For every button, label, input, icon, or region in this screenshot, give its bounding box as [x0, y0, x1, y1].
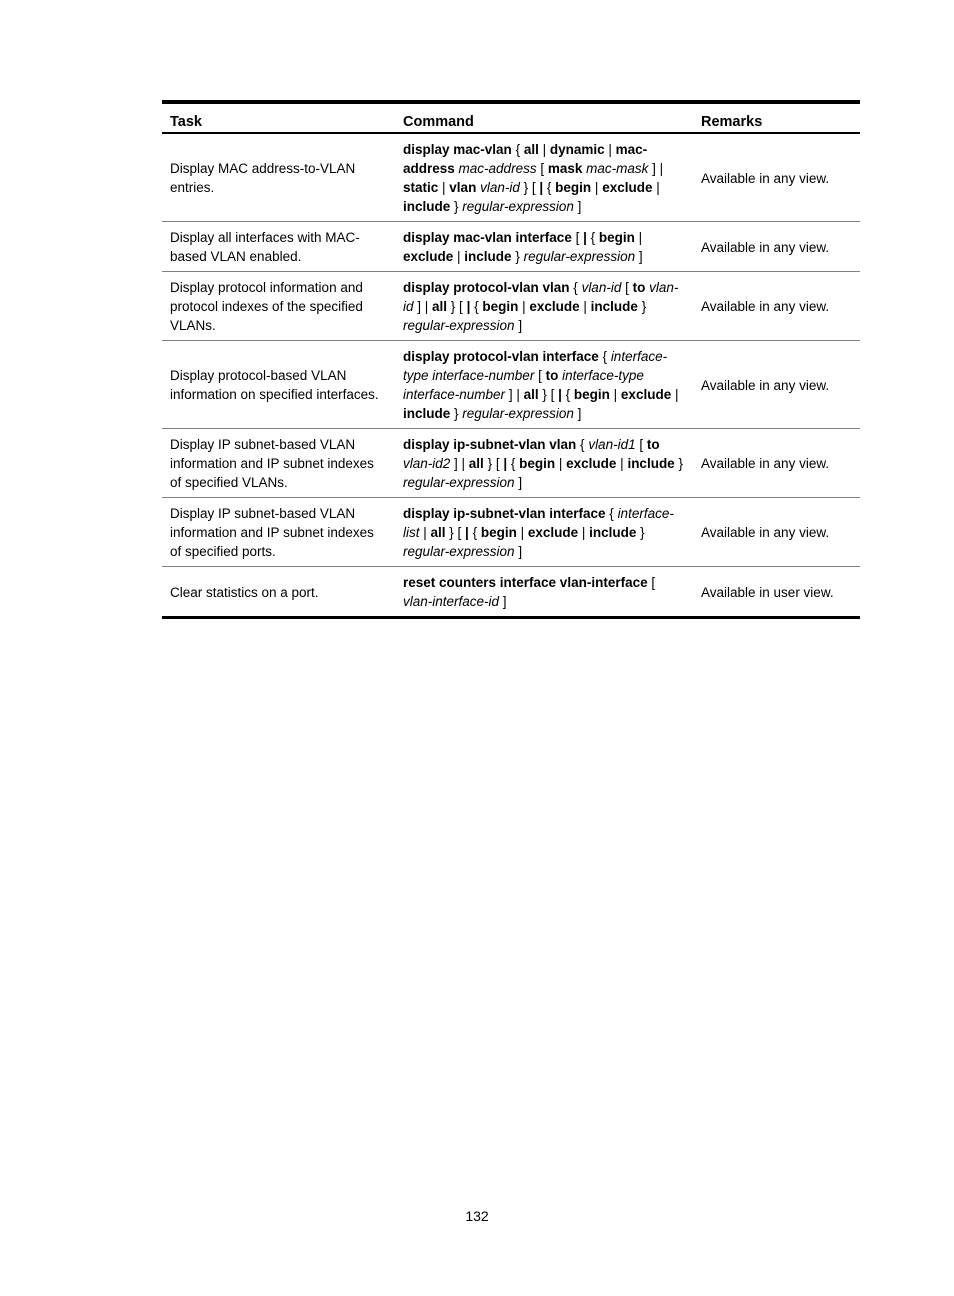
command-syntax: { — [511, 142, 524, 157]
command-syntax: { — [598, 349, 611, 364]
command-syntax: | — [419, 525, 431, 540]
command-syntax: } [ — [445, 525, 466, 540]
command-syntax: | — [634, 230, 643, 245]
command-argument: regular-expression — [462, 199, 574, 214]
command-keyword: all — [430, 525, 446, 540]
command-keyword: begin — [482, 299, 519, 314]
command-syntax: | — [591, 180, 603, 195]
command-keyword: begin — [598, 230, 635, 245]
command-syntax: } [ — [519, 180, 540, 195]
command-argument: vlan-id — [581, 280, 622, 295]
table-row — [162, 567, 860, 618]
command-keyword: exclude — [602, 180, 653, 195]
command-syntax: ] — [499, 594, 507, 609]
command-syntax: { — [468, 525, 481, 540]
command-keyword: display mac-vlan interface — [403, 230, 572, 245]
command-syntax: ] | — [450, 456, 469, 471]
command-syntax: ] — [514, 318, 523, 333]
command-cell — [395, 498, 693, 567]
command-syntax: ] | — [505, 387, 524, 402]
command-syntax: } — [450, 199, 463, 214]
command-argument: mac-mask — [586, 161, 649, 176]
command-argument: mac-address — [458, 161, 537, 176]
command-keyword: reset counters interface vlan-interface — [403, 575, 648, 590]
table-row — [162, 498, 860, 567]
command-keyword: to — [545, 368, 559, 383]
task-cell: Clear statistics on a port. — [170, 584, 319, 600]
command-cell — [395, 222, 693, 272]
header-task: Task — [162, 102, 395, 133]
command-argument: interface-type interface-number — [403, 368, 644, 402]
command-keyword: mask — [547, 161, 583, 176]
command-syntax: ] — [573, 199, 582, 214]
command-keyword: include — [627, 456, 675, 471]
command-syntax: | — [555, 456, 567, 471]
command-argument: regular-expression — [523, 249, 636, 264]
command-keyword: begin — [573, 387, 610, 402]
remarks-cell: Available in any view. — [693, 498, 860, 567]
command-argument: vlan-id1 — [588, 437, 636, 452]
command-keyword: display ip-subnet-vlan interface — [403, 506, 606, 521]
remarks-cell: Available in any view. — [693, 429, 860, 498]
command-syntax: } — [511, 249, 524, 264]
command-syntax: | — [671, 387, 679, 402]
command-cell — [395, 272, 693, 341]
command-argument: regular-expression — [403, 544, 515, 559]
command-syntax: } [ — [483, 456, 504, 471]
remarks-cell: Available in any view. — [693, 272, 860, 341]
command-syntax: | — [516, 525, 528, 540]
command-syntax: } — [450, 406, 463, 421]
command-keyword: | — [465, 525, 469, 540]
command-keyword: include — [464, 249, 512, 264]
command-keyword: include — [589, 525, 637, 540]
remarks-cell: Available in any view. — [693, 222, 860, 272]
command-keyword: display ip-subnet-vlan vlan — [403, 437, 577, 452]
command-keyword: begin — [519, 456, 556, 471]
command-syntax: { — [576, 437, 589, 452]
command-syntax: | — [609, 387, 621, 402]
remarks-cell: Available in any view. — [693, 341, 860, 429]
command-keyword: include — [403, 406, 451, 421]
command-syntax: | — [438, 180, 450, 195]
page-number: 132 — [465, 1208, 489, 1224]
command-syntax: ] — [635, 249, 643, 264]
command-argument: interface-type interface-number — [403, 349, 668, 383]
header-remarks: Remarks — [693, 102, 860, 133]
command-syntax: { — [569, 280, 582, 295]
command-keyword: display protocol-vlan interface — [403, 349, 599, 364]
command-table — [162, 100, 860, 619]
command-keyword: begin — [555, 180, 592, 195]
table-row — [162, 133, 860, 222]
table-row — [162, 222, 860, 272]
command-keyword: static — [403, 180, 439, 195]
remarks-cell: Available in any view. — [693, 133, 860, 222]
command-keyword: all — [468, 456, 484, 471]
command-keyword: | — [503, 456, 508, 471]
command-argument: vlan-id — [480, 180, 520, 195]
command-syntax: [ — [635, 437, 647, 452]
command-syntax: } [ — [538, 387, 559, 402]
command-keyword: begin — [480, 525, 517, 540]
command-syntax: } [ — [447, 299, 467, 314]
command-syntax: | — [518, 299, 530, 314]
command-argument: vlan-id2 — [403, 456, 451, 471]
command-syntax: ] — [514, 475, 523, 490]
command-keyword: include — [403, 199, 451, 214]
command-keyword: exclude — [566, 456, 617, 471]
table-row — [162, 272, 860, 341]
command-keyword: mac-address — [403, 142, 648, 176]
task-cell: Display MAC address-to-VLAN entries. — [162, 133, 395, 222]
task-cell: Display protocol-based VLAN information on specified interfaces. — [162, 341, 395, 429]
table-header-row — [162, 102, 860, 133]
command-syntax: { — [561, 387, 574, 402]
command-keyword: to — [646, 437, 660, 452]
command-syntax: [ — [571, 230, 584, 245]
task-cell: Display IP subnet-based VLAN information and IP subnet indexes of specified ports. — [162, 498, 395, 567]
command-syntax: [ — [621, 280, 633, 295]
command-syntax: { — [605, 506, 618, 521]
table-row — [162, 429, 860, 498]
command-keyword: display protocol-vlan vlan — [403, 280, 570, 295]
command-keyword: | — [583, 230, 587, 245]
command-argument: regular-expression — [462, 406, 574, 421]
task-cell: Display protocol information and protocol indexes of the specified VLANs. — [162, 272, 395, 341]
command-keyword: display mac-vlan — [403, 142, 512, 157]
table-row — [162, 341, 860, 429]
command-keyword: | — [466, 299, 471, 314]
command-cell — [395, 133, 693, 222]
command-keyword: exclude — [620, 387, 672, 402]
command-keyword: to — [632, 280, 646, 295]
command-syntax: [ — [534, 368, 546, 383]
command-syntax: | — [652, 180, 660, 195]
command-syntax: { — [470, 299, 483, 314]
command-keyword: all — [523, 387, 539, 402]
command-keyword: exclude — [527, 525, 579, 540]
command-argument: regular-expression — [403, 318, 515, 333]
command-keyword: vlan — [449, 180, 477, 195]
command-syntax: | — [604, 142, 616, 157]
command-keyword: include — [590, 299, 638, 314]
task-cell: Display IP subnet-based VLAN information and IP subnet indexes of specified VLANs. — [162, 429, 395, 498]
command-argument: vlan-id — [403, 280, 679, 314]
command-syntax: | — [453, 249, 465, 264]
command-keyword: exclude — [403, 249, 454, 264]
command-syntax: ] — [514, 544, 523, 559]
command-syntax: { — [586, 230, 599, 245]
command-keyword: dynamic — [549, 142, 605, 157]
command-syntax: | — [578, 525, 590, 540]
command-syntax: [ — [647, 575, 656, 590]
command-keyword: all — [432, 299, 448, 314]
command-keyword: | — [539, 180, 544, 195]
command-syntax: ] | — [648, 161, 664, 176]
command-syntax: ] | — [413, 299, 433, 314]
command-syntax: ] — [573, 406, 582, 421]
header-command: Command — [395, 102, 693, 133]
command-syntax: } — [674, 456, 683, 471]
command-keyword: exclude — [529, 299, 580, 314]
command-argument: vlan-interface-id — [403, 594, 500, 609]
command-cell — [395, 429, 693, 498]
command-syntax: { — [507, 456, 520, 471]
command-syntax: { — [543, 180, 556, 195]
command-syntax: } — [637, 299, 647, 314]
command-keyword: | — [558, 387, 562, 402]
command-syntax: } — [636, 525, 645, 540]
command-cell — [395, 567, 693, 618]
command-syntax: | — [538, 142, 550, 157]
command-syntax: | — [616, 456, 628, 471]
command-syntax: [ — [536, 161, 548, 176]
task-cell: Display all interfaces with MAC-based VLAN enabled. — [162, 222, 395, 272]
command-keyword: all — [523, 142, 539, 157]
remarks-cell: Available in user view. — [701, 584, 834, 600]
command-argument: interface-list — [403, 506, 674, 540]
command-cell — [395, 341, 693, 429]
command-argument: regular-expression — [403, 475, 515, 490]
command-syntax: | — [579, 299, 591, 314]
